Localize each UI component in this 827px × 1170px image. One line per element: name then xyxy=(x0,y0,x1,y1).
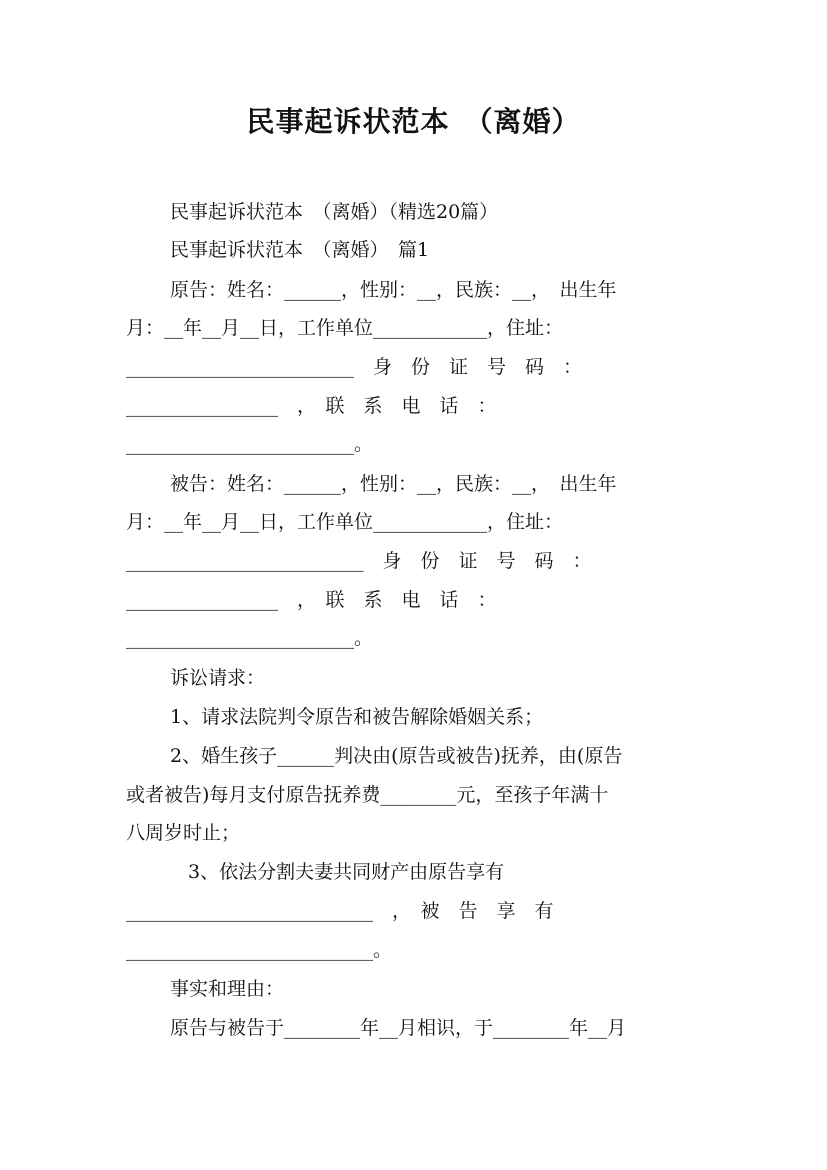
claim-3-line-3: __________________________。 xyxy=(126,939,393,961)
claims-heading: 诉讼请求： xyxy=(170,667,266,689)
section-heading: 民事起诉状范本 （离婚） 篇1 xyxy=(170,239,430,261)
plaintiff-line-2: 月：__年__月__日，工作单位____________，住址： xyxy=(126,317,564,339)
plaintiff-line-3: ________________________ 身 份 证 号 码 ： xyxy=(126,356,583,378)
claim-1: 1、请求法院判令原告和被告解除婚姻关系； xyxy=(170,706,544,728)
defendant-line-1: 被告：姓名：______，性别：__，民族：__， 出生年 xyxy=(170,473,617,495)
defendant-line-4: ________________ ， 联 系 电 话 ： xyxy=(126,589,497,611)
claim-2-line-1: 2、婚生孩子______判决由(原告或被告)抚养，由(原告 xyxy=(170,745,623,767)
facts-heading: 事实和理由： xyxy=(170,978,285,1000)
facts-line-1: 原告与被告于________年__月相识，于________年__月 xyxy=(170,1017,627,1039)
claim-2-line-2: 或者被告)每月支付原告抚养费________元，至孩子年满十 xyxy=(126,784,609,806)
plaintiff-line-5: ________________________。 xyxy=(126,433,374,455)
document-title: 民事起诉状范本 （离婚） xyxy=(246,105,581,138)
defendant-line-5: ________________________。 xyxy=(126,627,374,649)
subtitle-line: 民事起诉状范本 （离婚）（精选20篇） xyxy=(170,201,499,223)
claim-3-line-2: __________________________ ， 被 告 享 有 xyxy=(126,900,554,922)
claim-2-line-3: 八周岁时止； xyxy=(126,822,241,844)
plaintiff-line-4: ________________ ， 联 系 电 话 ： xyxy=(126,395,497,417)
defendant-line-2: 月：__年__月__日，工作单位____________，住址： xyxy=(126,511,564,533)
plaintiff-line-1: 原告：姓名：______，性别：__，民族：__， 出生年 xyxy=(170,279,617,301)
claim-3-line-1: 3、依法分割夫妻共同财产由原告享有 xyxy=(188,861,505,883)
defendant-line-3: _________________________ 身 份 证 号 码 ： xyxy=(126,550,592,572)
